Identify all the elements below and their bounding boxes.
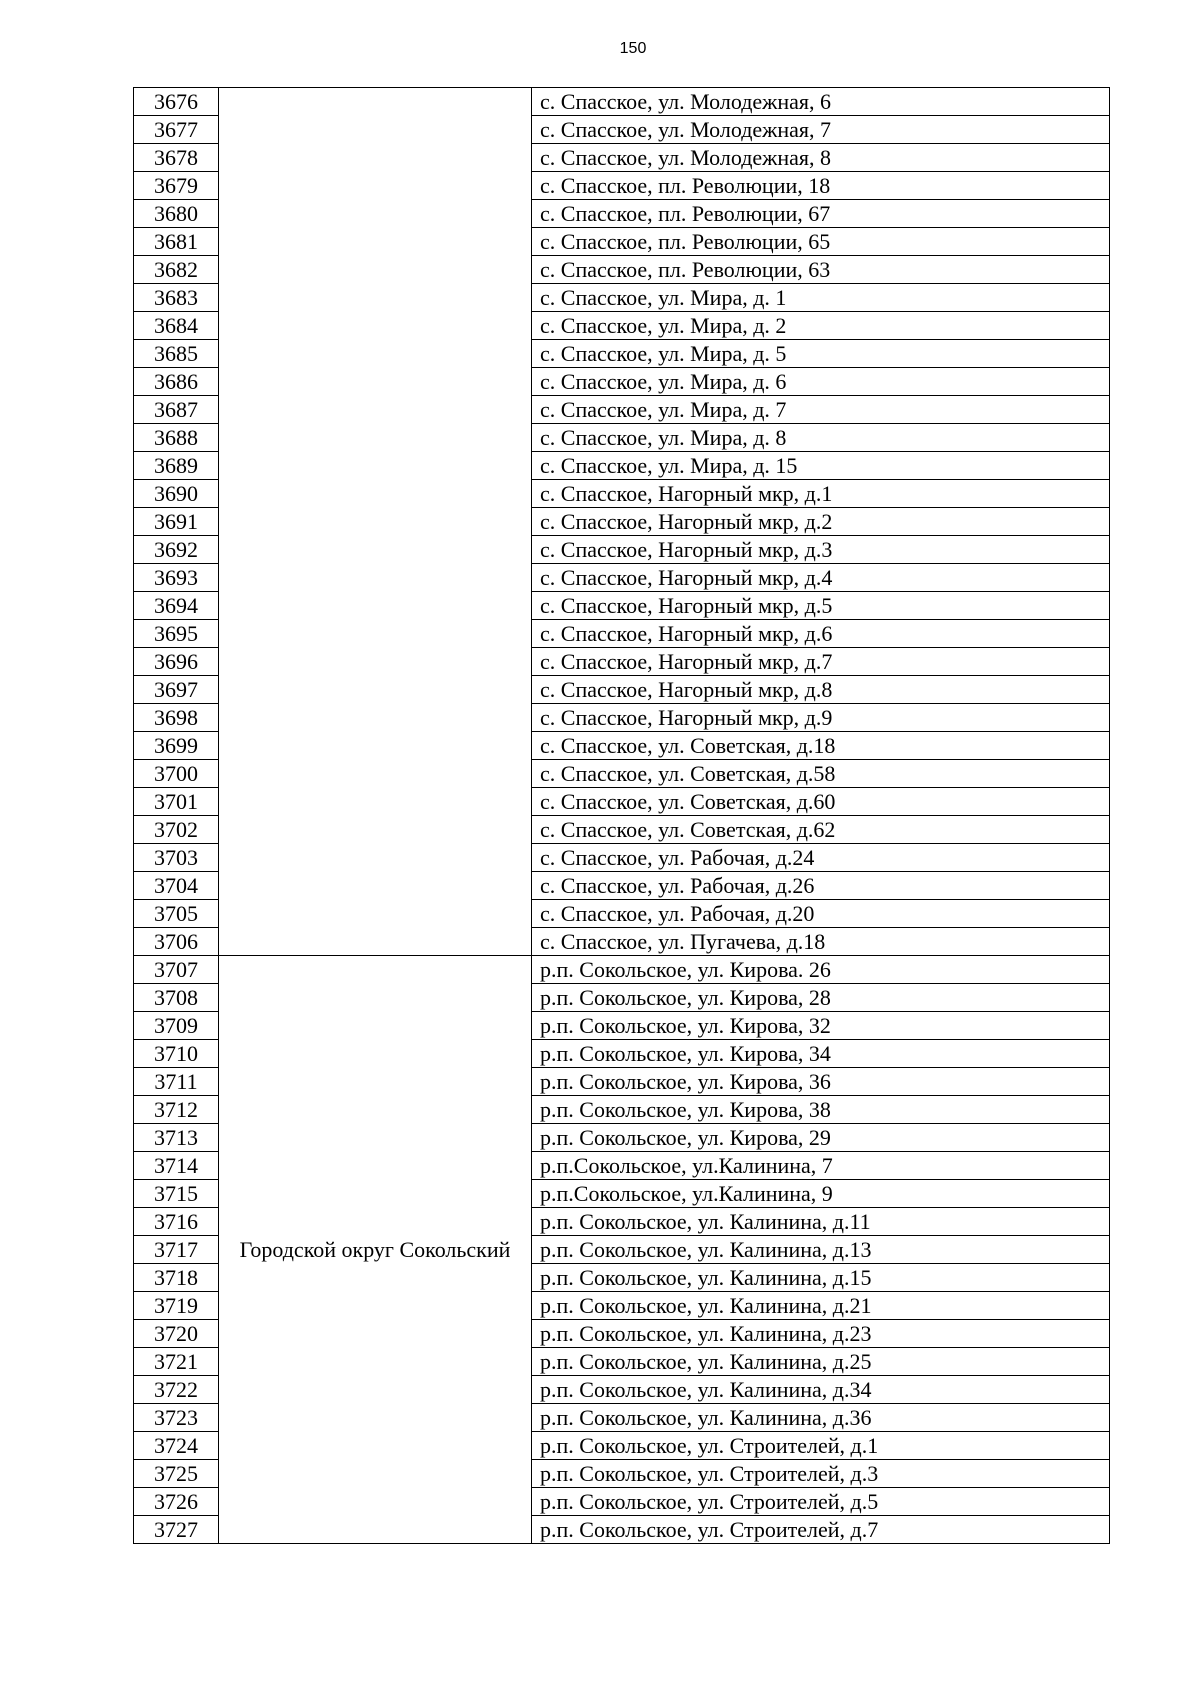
- row-number: 3720: [134, 1320, 219, 1348]
- row-number: 3684: [134, 312, 219, 340]
- row-number: 3717: [134, 1236, 219, 1264]
- row-number: 3716: [134, 1208, 219, 1236]
- row-number: 3707: [134, 956, 219, 984]
- address-cell: с. Спасское, ул. Мира, д. 15: [532, 452, 1110, 480]
- address-cell: с. Спасское, Нагорный мкр, д.2: [532, 508, 1110, 536]
- address-cell: с. Спасское, пл. Революции, 18: [532, 172, 1110, 200]
- row-number: 3676: [134, 88, 219, 116]
- row-number: 3697: [134, 676, 219, 704]
- address-cell: р.п. Сокольское, ул. Калинина, д.21: [532, 1292, 1110, 1320]
- row-number: 3713: [134, 1124, 219, 1152]
- row-number: 3712: [134, 1096, 219, 1124]
- address-cell: р.п. Сокольское, ул. Калинина, д.23: [532, 1320, 1110, 1348]
- address-cell: р.п. Сокольское, ул. Кирова, 32: [532, 1012, 1110, 1040]
- address-cell: с. Спасское, ул. Советская, д.18: [532, 732, 1110, 760]
- row-number: 3677: [134, 116, 219, 144]
- municipality-cell: [219, 88, 532, 956]
- address-cell: р.п. Сокольское, ул. Строителей, д.5: [532, 1488, 1110, 1516]
- address-cell: с. Спасское, ул. Молодежная, 7: [532, 116, 1110, 144]
- address-cell: с. Спасское, ул. Молодежная, 8: [532, 144, 1110, 172]
- row-number: 3698: [134, 704, 219, 732]
- row-number: 3689: [134, 452, 219, 480]
- row-number: 3693: [134, 564, 219, 592]
- address-cell: р.п. Сокольское, ул. Строителей, д.1: [532, 1432, 1110, 1460]
- row-number: 3718: [134, 1264, 219, 1292]
- address-cell: с. Спасское, ул. Пугачева, д.18: [532, 928, 1110, 956]
- row-number: 3706: [134, 928, 219, 956]
- row-number: 3680: [134, 200, 219, 228]
- address-cell: с. Спасское, Нагорный мкр, д.7: [532, 648, 1110, 676]
- address-cell: с. Спасское, ул. Рабочая, д.20: [532, 900, 1110, 928]
- address-cell: р.п. Сокольское, ул. Кирова, 34: [532, 1040, 1110, 1068]
- row-number: 3725: [134, 1460, 219, 1488]
- row-number: 3705: [134, 900, 219, 928]
- address-cell: с. Спасское, Нагорный мкр, д.1: [532, 480, 1110, 508]
- row-number: 3702: [134, 816, 219, 844]
- row-number: 3687: [134, 396, 219, 424]
- address-table: [133, 87, 1110, 1544]
- row-number: 3685: [134, 340, 219, 368]
- address-cell: с. Спасское, Нагорный мкр, д.3: [532, 536, 1110, 564]
- row-number: 3703: [134, 844, 219, 872]
- address-cell: р.п. Сокольское, ул. Калинина, д.11: [532, 1208, 1110, 1236]
- address-cell: р.п. Сокольское, ул. Кирова, 38: [532, 1096, 1110, 1124]
- address-cell: р.п.Сокольское, ул.Калинина, 7: [532, 1152, 1110, 1180]
- address-cell: с. Спасское, Нагорный мкр, д.6: [532, 620, 1110, 648]
- row-number: 3686: [134, 368, 219, 396]
- address-cell: с. Спасское, Нагорный мкр, д.4: [532, 564, 1110, 592]
- row-number: 3715: [134, 1180, 219, 1208]
- address-cell: р.п. Сокольское, ул. Кирова, 28: [532, 984, 1110, 1012]
- row-number: 3704: [134, 872, 219, 900]
- page-number: 150: [619, 40, 647, 57]
- address-cell: с. Спасское, ул. Мира, д. 7: [532, 396, 1110, 424]
- row-number: 3691: [134, 508, 219, 536]
- row-number: 3681: [134, 228, 219, 256]
- address-cell: с. Спасское, Нагорный мкр, д.8: [532, 676, 1110, 704]
- address-cell: р.п. Сокольское, ул. Кирова, 36: [532, 1068, 1110, 1096]
- address-table-body: [134, 88, 1110, 1544]
- address-cell: с. Спасское, ул. Молодежная, 6: [532, 88, 1110, 116]
- address-cell: с. Спасское, пл. Революции, 65: [532, 228, 1110, 256]
- municipality-cell: Городской округ Сокольский: [219, 956, 532, 1544]
- row-number: 3708: [134, 984, 219, 1012]
- address-cell: с. Спасское, ул. Советская, д.60: [532, 788, 1110, 816]
- row-number: 3719: [134, 1292, 219, 1320]
- row-number: 3692: [134, 536, 219, 564]
- address-cell: с. Спасское, ул. Советская, д.62: [532, 816, 1110, 844]
- row-number: 3722: [134, 1376, 219, 1404]
- address-cell: с. Спасское, ул. Советская, д.58: [532, 760, 1110, 788]
- row-number: 3721: [134, 1348, 219, 1376]
- address-cell: р.п. Сокольское, ул. Калинина, д.34: [532, 1376, 1110, 1404]
- address-cell: р.п. Сокольское, ул. Кирова. 26: [532, 956, 1110, 984]
- row-number: 3678: [134, 144, 219, 172]
- row-number: 3726: [134, 1488, 219, 1516]
- row-number: 3710: [134, 1040, 219, 1068]
- row-number: 3701: [134, 788, 219, 816]
- address-cell: с. Спасское, Нагорный мкр, д.9: [532, 704, 1110, 732]
- row-number: 3724: [134, 1432, 219, 1460]
- address-cell: р.п. Сокольское, ул. Калинина, д.15: [532, 1264, 1110, 1292]
- address-cell: с. Спасское, ул. Мира, д. 1: [532, 284, 1110, 312]
- address-cell: с. Спасское, ул. Мира, д. 5: [532, 340, 1110, 368]
- row-number: 3695: [134, 620, 219, 648]
- row-number: 3683: [134, 284, 219, 312]
- address-cell: с. Спасское, ул. Мира, д. 8: [532, 424, 1110, 452]
- address-cell: р.п. Сокольское, ул. Кирова, 29: [532, 1124, 1110, 1152]
- row-number: 3696: [134, 648, 219, 676]
- row-number: 3694: [134, 592, 219, 620]
- row-number: 3727: [134, 1516, 219, 1544]
- row-number: 3679: [134, 172, 219, 200]
- row-number: 3688: [134, 424, 219, 452]
- address-cell: р.п. Сокольское, ул. Калинина, д.25: [532, 1348, 1110, 1376]
- address-cell: с. Спасское, ул. Мира, д. 6: [532, 368, 1110, 396]
- address-cell: с. Спасское, пл. Революции, 63: [532, 256, 1110, 284]
- row-number: 3699: [134, 732, 219, 760]
- address-cell: р.п. Сокольское, ул. Строителей, д.3: [532, 1460, 1110, 1488]
- row-number: 3723: [134, 1404, 219, 1432]
- row-number: 3714: [134, 1152, 219, 1180]
- address-cell: с. Спасское, ул. Мира, д. 2: [532, 312, 1110, 340]
- address-cell: р.п.Сокольское, ул.Калинина, 9: [532, 1180, 1110, 1208]
- address-cell: с. Спасское, ул. Рабочая, д.24: [532, 844, 1110, 872]
- table-row: [134, 956, 1110, 984]
- address-cell: р.п. Сокольское, ул. Калинина, д.36: [532, 1404, 1110, 1432]
- address-cell: р.п. Сокольское, ул. Строителей, д.7: [532, 1516, 1110, 1544]
- address-cell: р.п. Сокольское, ул. Калинина, д.13: [532, 1236, 1110, 1264]
- address-cell: с. Спасское, пл. Революции, 67: [532, 200, 1110, 228]
- address-cell: с. Спасское, Нагорный мкр, д.5: [532, 592, 1110, 620]
- row-number: 3711: [134, 1068, 219, 1096]
- table-row: [134, 88, 1110, 116]
- row-number: 3682: [134, 256, 219, 284]
- address-cell: с. Спасское, ул. Рабочая, д.26: [532, 872, 1110, 900]
- row-number: 3700: [134, 760, 219, 788]
- row-number: 3690: [134, 480, 219, 508]
- row-number: 3709: [134, 1012, 219, 1040]
